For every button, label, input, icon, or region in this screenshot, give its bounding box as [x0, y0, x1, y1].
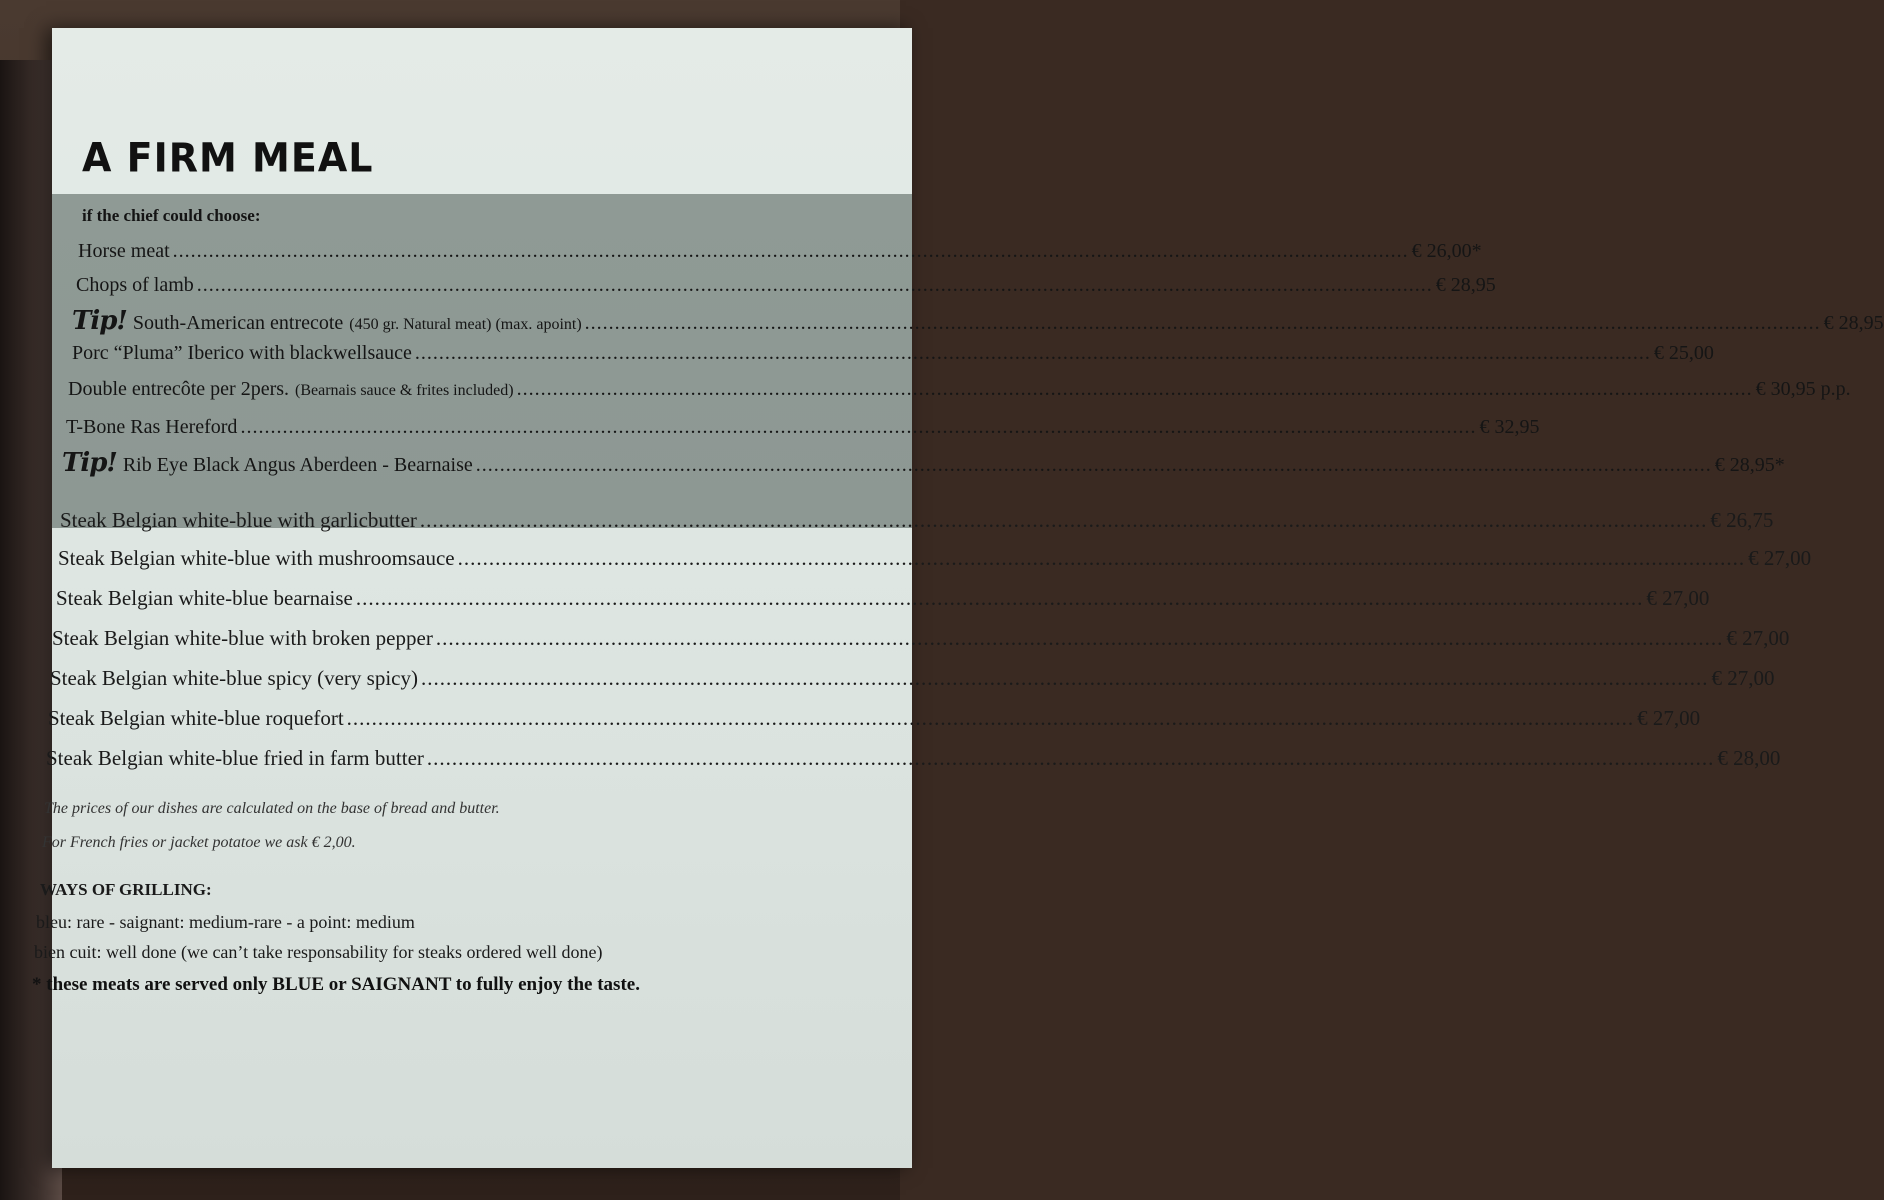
dot-leader	[420, 508, 1708, 533]
steak-item	[48, 706, 1701, 731]
dot-leader	[356, 586, 1644, 611]
dot-leader	[347, 706, 1635, 731]
dot-leader	[173, 240, 1409, 263]
dot-leader	[476, 454, 1712, 477]
grilling-heading: WAYS OF GRILLING:	[40, 880, 212, 899]
item-name: Steak Belgian white-blue fried in farm butter	[46, 746, 424, 770]
item-price: € 30,95 p.p.	[1755, 378, 1851, 400]
steak-item	[46, 746, 1781, 771]
item-name: Steak Belgian white-blue bearnaise	[56, 586, 353, 610]
item-name: Steak Belgian white-blue with broken pepper	[52, 626, 433, 650]
steak-item	[56, 586, 1710, 611]
item-price: € 28,95*	[1714, 454, 1785, 476]
item-price: € 32,95	[1479, 416, 1540, 438]
menu-item	[76, 274, 1496, 297]
item-name: Rib Eye Black Angus Aberdeen - Bearnaise	[122, 454, 473, 476]
item-price: € 26,00*	[1411, 240, 1482, 262]
item-price: € 25,00	[1653, 342, 1714, 364]
steak-item	[58, 546, 1812, 571]
dot-leader	[458, 546, 1746, 571]
item-name: Steak Belgian white-blue roquefort	[48, 706, 344, 730]
tip-badge: Tip!	[62, 448, 117, 478]
item-name: Steak Belgian white-blue with garlicbutter	[60, 508, 417, 532]
dot-leader	[197, 274, 1433, 297]
fries-note: For French fries or jacket potatoe we ask € 2,00.	[42, 834, 356, 851]
menu-item	[72, 342, 1714, 365]
dot-leader	[427, 746, 1715, 771]
item-name: South-American entrecote	[132, 312, 344, 334]
dot-leader	[436, 626, 1724, 651]
item-price: € 26,75	[1710, 508, 1774, 532]
dot-leader	[415, 342, 1651, 365]
tip-badge: Tip!	[72, 306, 127, 336]
item-name: Porc “Pluma” Iberico with blackwellsauce	[72, 342, 412, 364]
dot-leader	[585, 312, 1821, 335]
chef-section-subtitle: if the chief could choose:	[82, 206, 261, 225]
item-price: € 27,00	[1726, 626, 1790, 650]
item-price: € 27,00	[1646, 586, 1710, 610]
item-price: € 27,00	[1748, 546, 1812, 570]
grilling-line: bien cuit: well done (we can’t take responsability for steaks ordered well done)	[34, 942, 603, 962]
item-detail: (450 gr. Natural meat) (max. apoint)	[349, 316, 582, 333]
steak-item	[60, 508, 1774, 533]
grilling-line: bleu: rare - saignant: medium-rare - a point: medium	[36, 912, 415, 932]
item-name: Steak Belgian white-blue spicy (very spicy)	[50, 666, 418, 690]
item-name: Chops of lamb	[76, 274, 194, 296]
menu-item	[72, 306, 1884, 336]
item-price: € 28,00	[1717, 746, 1781, 770]
item-price: € 27,00	[1637, 706, 1701, 730]
menu-item	[68, 378, 1851, 401]
menu-page	[32, 28, 1884, 1168]
item-price: € 28,95	[1823, 312, 1884, 334]
item-price: € 27,00	[1711, 666, 1775, 690]
menu-item	[66, 416, 1540, 439]
item-name: T-Bone Ras Hereford	[66, 416, 238, 438]
dot-leader	[421, 666, 1709, 691]
menu-item	[78, 240, 1482, 263]
steak-item	[52, 626, 1790, 651]
menu-item	[62, 448, 1785, 478]
grilling-warning: * these meats are served only BLUE or SAIGNANT to fully enjoy the taste.	[32, 974, 640, 995]
item-name: Double entrecôte per 2pers.	[68, 378, 290, 400]
item-name: Steak Belgian white-blue with mushroomsauce	[58, 546, 455, 570]
item-detail: (Bearnais sauce & frites included)	[295, 382, 514, 399]
dot-leader	[517, 378, 1753, 401]
price-note: The prices of our dishes are calculated on the base of bread and butter.	[44, 800, 500, 817]
steak-item	[50, 666, 1775, 691]
item-name: Horse meat	[78, 240, 170, 262]
item-price: € 28,95	[1435, 274, 1496, 296]
page-title: A FIRM MEAL	[82, 134, 374, 182]
dot-leader	[240, 416, 1476, 439]
